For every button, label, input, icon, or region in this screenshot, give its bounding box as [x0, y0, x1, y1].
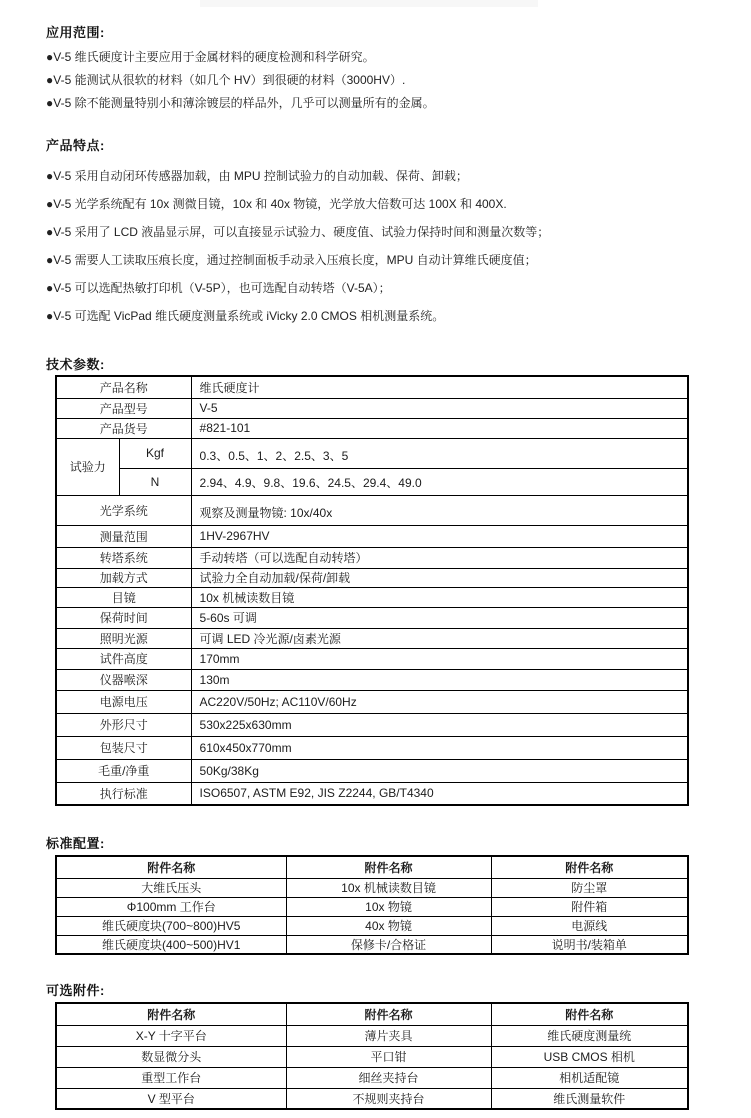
- accessory-cell: 防尘罩: [491, 878, 688, 897]
- section-features: [46, 135, 751, 324]
- section-application: [46, 22, 751, 111]
- table-row: [56, 438, 688, 468]
- spec-value-cell: 530x225x630mm: [191, 713, 688, 736]
- accessory-cell: V 型平台: [56, 1088, 286, 1109]
- spec-value-cell: 130m: [191, 669, 688, 690]
- application-bullet-1: ●V-5 维氏硬度计主要应用于金属材料的硬度检测和科学研究。: [46, 50, 375, 64]
- header-cell: 附件名称: [56, 856, 286, 878]
- spec-label-cell: 试验力: [56, 438, 119, 495]
- section-title-specs: 技术参数:: [46, 357, 105, 372]
- section-standard-config: [46, 833, 751, 955]
- spec-label-cell: 毛重/净重: [56, 759, 191, 782]
- accessory-cell: 数显微分头: [56, 1046, 286, 1067]
- spec-value-cell: 试验力全自动加载/保荷/卸载: [191, 568, 688, 587]
- table-row: [56, 376, 688, 398]
- table-row: [56, 468, 688, 495]
- spec-label-cell: 电源电压: [56, 690, 191, 713]
- spec-label-cell: 目镜: [56, 587, 191, 607]
- table-row: [56, 736, 688, 759]
- spec-label-cell: 试件高度: [56, 648, 191, 669]
- header-cell: 附件名称: [491, 1003, 688, 1025]
- spec-label-cell: 保荷时间: [56, 607, 191, 628]
- table-row: [56, 916, 688, 935]
- accessory-cell: 10x 机械读数目镜: [286, 878, 491, 897]
- spec-label-cell: 执行标准: [56, 782, 191, 805]
- feature-bullet-5: ●V-5 可以选配热敏打印机（V-5P），也可选配自动转塔（V-5A）；: [46, 281, 391, 295]
- header-cell: 附件名称: [491, 856, 688, 878]
- accessory-cell: 维氏硬度块(400~500)HV1: [56, 935, 286, 954]
- spec-value-cell: 170mm: [191, 648, 688, 669]
- header-cell: 附件名称: [56, 1003, 286, 1025]
- section-title-standard-config: 标准配置:: [46, 836, 105, 851]
- spec-label-cell: 转塔系统: [56, 547, 191, 568]
- header-cell: 附件名称: [286, 1003, 491, 1025]
- feature-bullet-3: ●V-5 采用了 LCD 液晶显示屏，可以直接显示试验力、硬度值、试验力保持时间和测量次数等；: [46, 225, 550, 239]
- section-title-features: 产品特点:: [46, 138, 105, 153]
- table-row: [56, 568, 688, 587]
- table-row: [56, 669, 688, 690]
- section-specs: [46, 354, 751, 806]
- accessory-cell: 维氏测量软件: [491, 1088, 688, 1109]
- table-row: [56, 628, 688, 648]
- table-row: [56, 398, 688, 418]
- table-row: [56, 587, 688, 607]
- spec-label-cell: 包装尺寸: [56, 736, 191, 759]
- spec-value-cell: 10x 机械读数目镜: [191, 587, 688, 607]
- spec-value-cell: 50Kg/38Kg: [191, 759, 688, 782]
- table-row: [56, 878, 688, 897]
- table-header-row: [56, 1003, 688, 1025]
- table-row: [56, 648, 688, 669]
- table-row: [56, 1046, 688, 1067]
- spec-value-cell: 2.94、4.9、9.8、19.6、24.5、29.4、49.0: [191, 468, 688, 495]
- spec-value-cell: 0.3、0.5、1、2、2.5、3、5: [191, 438, 688, 468]
- table-row: [56, 782, 688, 805]
- spec-label-cell: 光学系统: [56, 495, 191, 525]
- spec-value-cell: 维氏硬度计: [191, 376, 688, 398]
- spec-label-cell: 外形尺寸: [56, 713, 191, 736]
- accessory-cell: 40x 物镜: [286, 916, 491, 935]
- application-bullet-2: ●V-5 能测试从很软的材料（如几个 HV）到很硬的材料（3000HV）.: [46, 73, 406, 87]
- feature-bullet-6: ●V-5 可选配 VicPad 维氏硬度测量系统或 iVicky 2.0 CMOS 相机测量系统。: [46, 309, 445, 323]
- table-row: [56, 759, 688, 782]
- spec-label-cell: 产品货号: [56, 418, 191, 438]
- accessory-cell: 相机适配镜: [491, 1067, 688, 1088]
- spec-value-cell: 观察及测量物镜: 10x/40x: [191, 495, 688, 525]
- spec-label-cell: 照明光源: [56, 628, 191, 648]
- accessory-cell: 维氏硬度测量统: [491, 1025, 688, 1046]
- accessory-cell: 说明书/装箱单: [491, 935, 688, 954]
- accessory-cell: 10x 物镜: [286, 897, 491, 916]
- table-row: [56, 1025, 688, 1046]
- spec-label-cell: 产品型号: [56, 398, 191, 418]
- table-row: [56, 897, 688, 916]
- accessory-cell: 薄片夹具: [286, 1025, 491, 1046]
- spec-unit-cell: N: [119, 468, 191, 495]
- spec-value-cell: 1HV-2967HV: [191, 525, 688, 547]
- table-row: [56, 1088, 688, 1109]
- accessory-cell: 不规则夹持台: [286, 1088, 491, 1109]
- accessory-cell: 维氏硬度块(700~800)HV5: [56, 916, 286, 935]
- feature-bullet-1: ●V-5 采用自动闭环传感器加载，由 MPU 控制试验力的自动加载、保荷、卸载；: [46, 169, 468, 183]
- standard-config-table: [55, 855, 689, 955]
- table-header-row: [56, 856, 688, 878]
- spec-value-cell: V-5: [191, 398, 688, 418]
- table-row: [56, 547, 688, 568]
- accessory-cell: X-Y 十字平台: [56, 1025, 286, 1046]
- optional-accessories-table: [55, 1002, 689, 1110]
- header-cell: 附件名称: [286, 856, 491, 878]
- accessory-cell: 保修卡/合格证: [286, 935, 491, 954]
- accessory-cell: 重型工作台: [56, 1067, 286, 1088]
- accessory-cell: Φ100mm 工作台: [56, 897, 286, 916]
- application-bullet-3: ●V-5 除不能测量特别小和薄涂镀层的样品外，几乎可以测量所有的金属。: [46, 96, 435, 110]
- spec-value-cell: 610x450x770mm: [191, 736, 688, 759]
- spec-label-cell: 产品名称: [56, 376, 191, 398]
- spec-value-cell: 可调 LED 冷光源/卤素光源: [191, 628, 688, 648]
- scan-artifact-strip: [200, 0, 538, 7]
- spec-label-cell: 加载方式: [56, 568, 191, 587]
- accessory-cell: USB CMOS 相机: [491, 1046, 688, 1067]
- accessory-cell: 平口钳: [286, 1046, 491, 1067]
- table-row: [56, 495, 688, 525]
- accessory-cell: 电源线: [491, 916, 688, 935]
- specs-table: [55, 375, 689, 806]
- table-row: [56, 690, 688, 713]
- section-title-application: 应用范围:: [46, 25, 105, 40]
- section-title-optional-accessories: 可选附件:: [46, 983, 105, 998]
- spec-value-cell: 5-60s 可调: [191, 607, 688, 628]
- accessory-cell: 大维氏压头: [56, 878, 286, 897]
- spec-value-cell: AC220V/50Hz; AC110V/60Hz: [191, 690, 688, 713]
- table-row: [56, 1067, 688, 1088]
- table-row: [56, 607, 688, 628]
- accessory-cell: 细丝夹持台: [286, 1067, 491, 1088]
- table-row: [56, 418, 688, 438]
- spec-unit-cell: Kgf: [119, 438, 191, 468]
- feature-bullet-4: ●V-5 需要人工读取压痕长度，通过控制面板手动录入压痕长度，MPU 自动计算维氏硬度值；: [46, 253, 537, 267]
- table-row: [56, 525, 688, 547]
- table-row: [56, 935, 688, 954]
- accessory-cell: 附件箱: [491, 897, 688, 916]
- table-row: [56, 713, 688, 736]
- spec-value-cell: #821-101: [191, 418, 688, 438]
- spec-value-cell: ISO6507, ASTM E92, JIS Z2244, GB/T4340: [191, 782, 688, 805]
- spec-label-cell: 测量范围: [56, 525, 191, 547]
- feature-bullet-2: ●V-5 光学系统配有 10x 测微目镜，10x 和 40x 物镜，光学放大倍数可达 100X 和 400X.: [46, 197, 507, 211]
- spec-label-cell: 仪器喉深: [56, 669, 191, 690]
- section-optional-accessories: [46, 980, 751, 1110]
- spec-value-cell: 手动转塔（可以选配自动转塔）: [191, 547, 688, 568]
